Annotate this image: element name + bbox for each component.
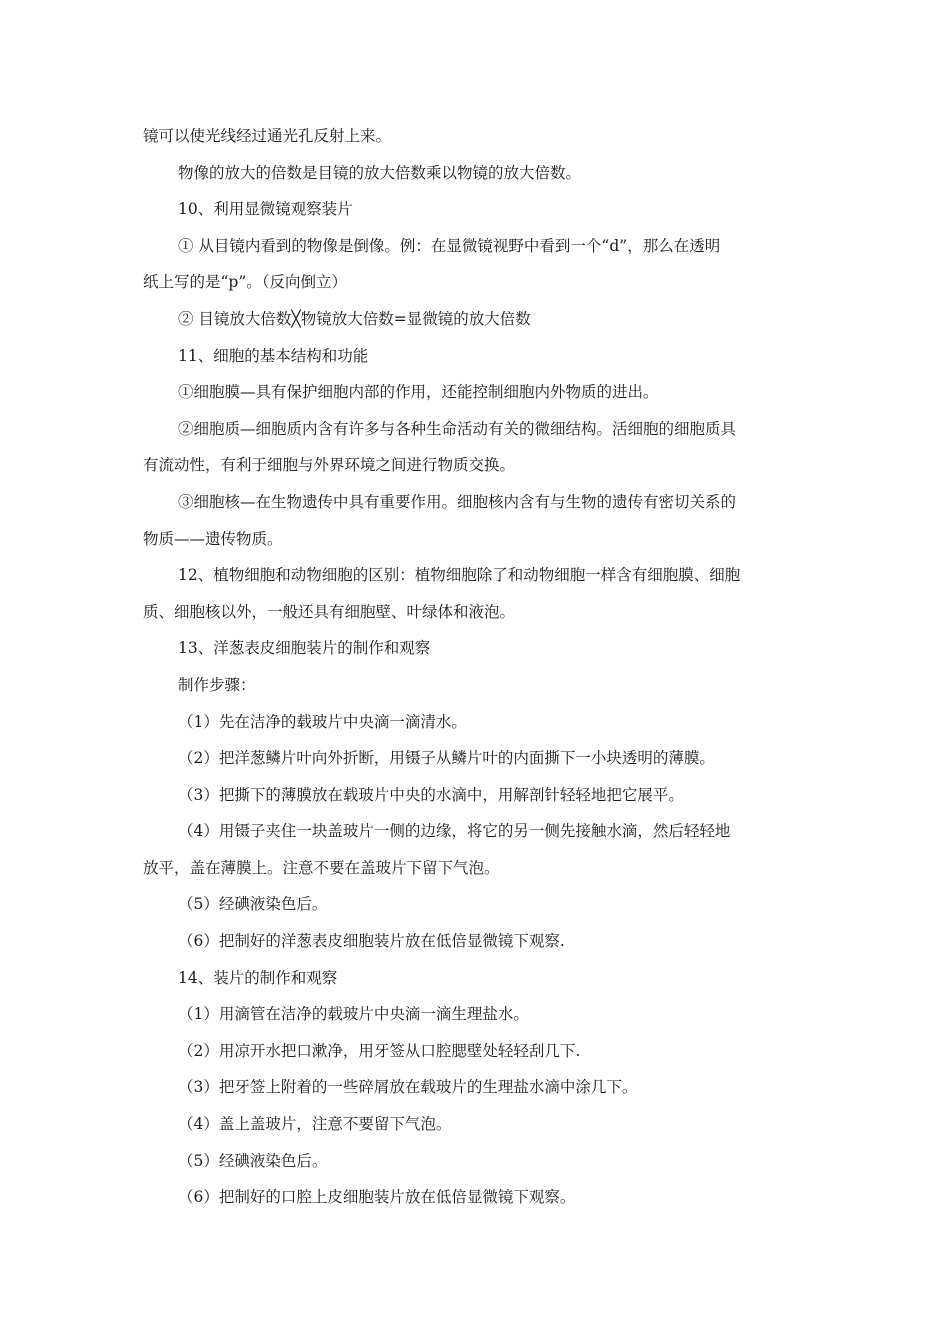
list-item: （4）盖上盖玻片，注意不要留下气泡。 <box>178 1115 452 1134</box>
list-item: （2）把洋葱鳞片叶向外折断，用镊子从鳞片叶的内面撕下一小块透明的薄膜。 <box>178 749 715 768</box>
list-item: （3）把撕下的薄膜放在载玻片中央的水滴中，用解剖针轻轻地把它展平。 <box>178 785 684 804</box>
text-line: 放平，盖在薄膜上。注意不要在盖玻片下留下气泡。 <box>143 858 500 877</box>
text-line: 有流动性，有利于细胞与外界环境之间进行物质交换。 <box>143 456 516 475</box>
list-item: （6）把制好的口腔上皮细胞装片放在低倍显微镜下观察。 <box>178 1188 576 1207</box>
list-item: （1）用滴管在洁净的载玻片中央滴一滴生理盐水。 <box>178 1005 529 1024</box>
section-heading: 10、利用显微镜观察装片 <box>178 200 353 219</box>
text-line: 物像的放大的倍数是目镜的放大倍数乘以物镜的放大倍数。 <box>178 163 582 182</box>
text-line: 镜可以使光线经过通光孔反射上来。 <box>143 127 392 145</box>
text-line: ①细胞膜—具有保护细胞内部的作用，还能控制细胞内外物质的进出。 <box>178 383 659 402</box>
document-body <box>143 124 808 1222</box>
text-line: ① 从目镜内看到的物像是倒像。例：在显微镜视野中看到一个“d”，那么在透明 <box>178 236 721 255</box>
text-line: ③细胞核—在生物遗传中具有重要作用。细胞核内含有与生物的遗传有密切关系的 <box>178 492 737 511</box>
list-item: （2）用凉开水把口漱净，用牙签从口腔腮壁处轻轻刮几下. <box>178 1041 581 1060</box>
list-item: （6）把制好的洋葱表皮细胞装片放在低倍显微镜下观察. <box>178 932 565 951</box>
section-heading: 11、细胞的基本结构和功能 <box>178 346 369 365</box>
section-heading: 12、植物细胞和动物细胞的区别：植物细胞除了和动物细胞一样含有细胞膜、细胞 <box>178 566 741 585</box>
list-item: （5）经碘液染色后。 <box>178 1151 328 1170</box>
section-heading: 13、洋葱表皮细胞装片的制作和观察 <box>178 639 431 658</box>
text-line: 物质——遗传物质。 <box>143 529 283 548</box>
section-heading: 14、装片的制作和观察 <box>178 968 338 987</box>
text-line: ② 目镜放大倍数╳物镜放大倍数=显微镜的放大倍数 <box>178 309 531 328</box>
list-item: （4）用镊子夹住一块盖玻片一侧的边缘，将它的另一侧先接触水滴，然后轻轻地 <box>178 822 731 841</box>
text-line: ②细胞质—细胞质内含有许多与各种生命活动有关的微细结构。活细胞的细胞质具 <box>178 419 737 438</box>
text-line: 纸上写的是“p”。（反向倒立） <box>143 273 348 292</box>
text-line: 制作步骤： <box>178 675 256 694</box>
list-item: （3）把牙签上附着的一些碎屑放在载玻片的生理盐水滴中涂几下。 <box>178 1078 638 1097</box>
text-line: 质、细胞核以外，一般还具有细胞壁、叶绿体和液泡。 <box>143 602 516 621</box>
list-item: （5）经碘液染色后。 <box>178 895 328 914</box>
list-item: （1）先在洁净的载玻片中央滴一滴清水。 <box>178 712 467 731</box>
